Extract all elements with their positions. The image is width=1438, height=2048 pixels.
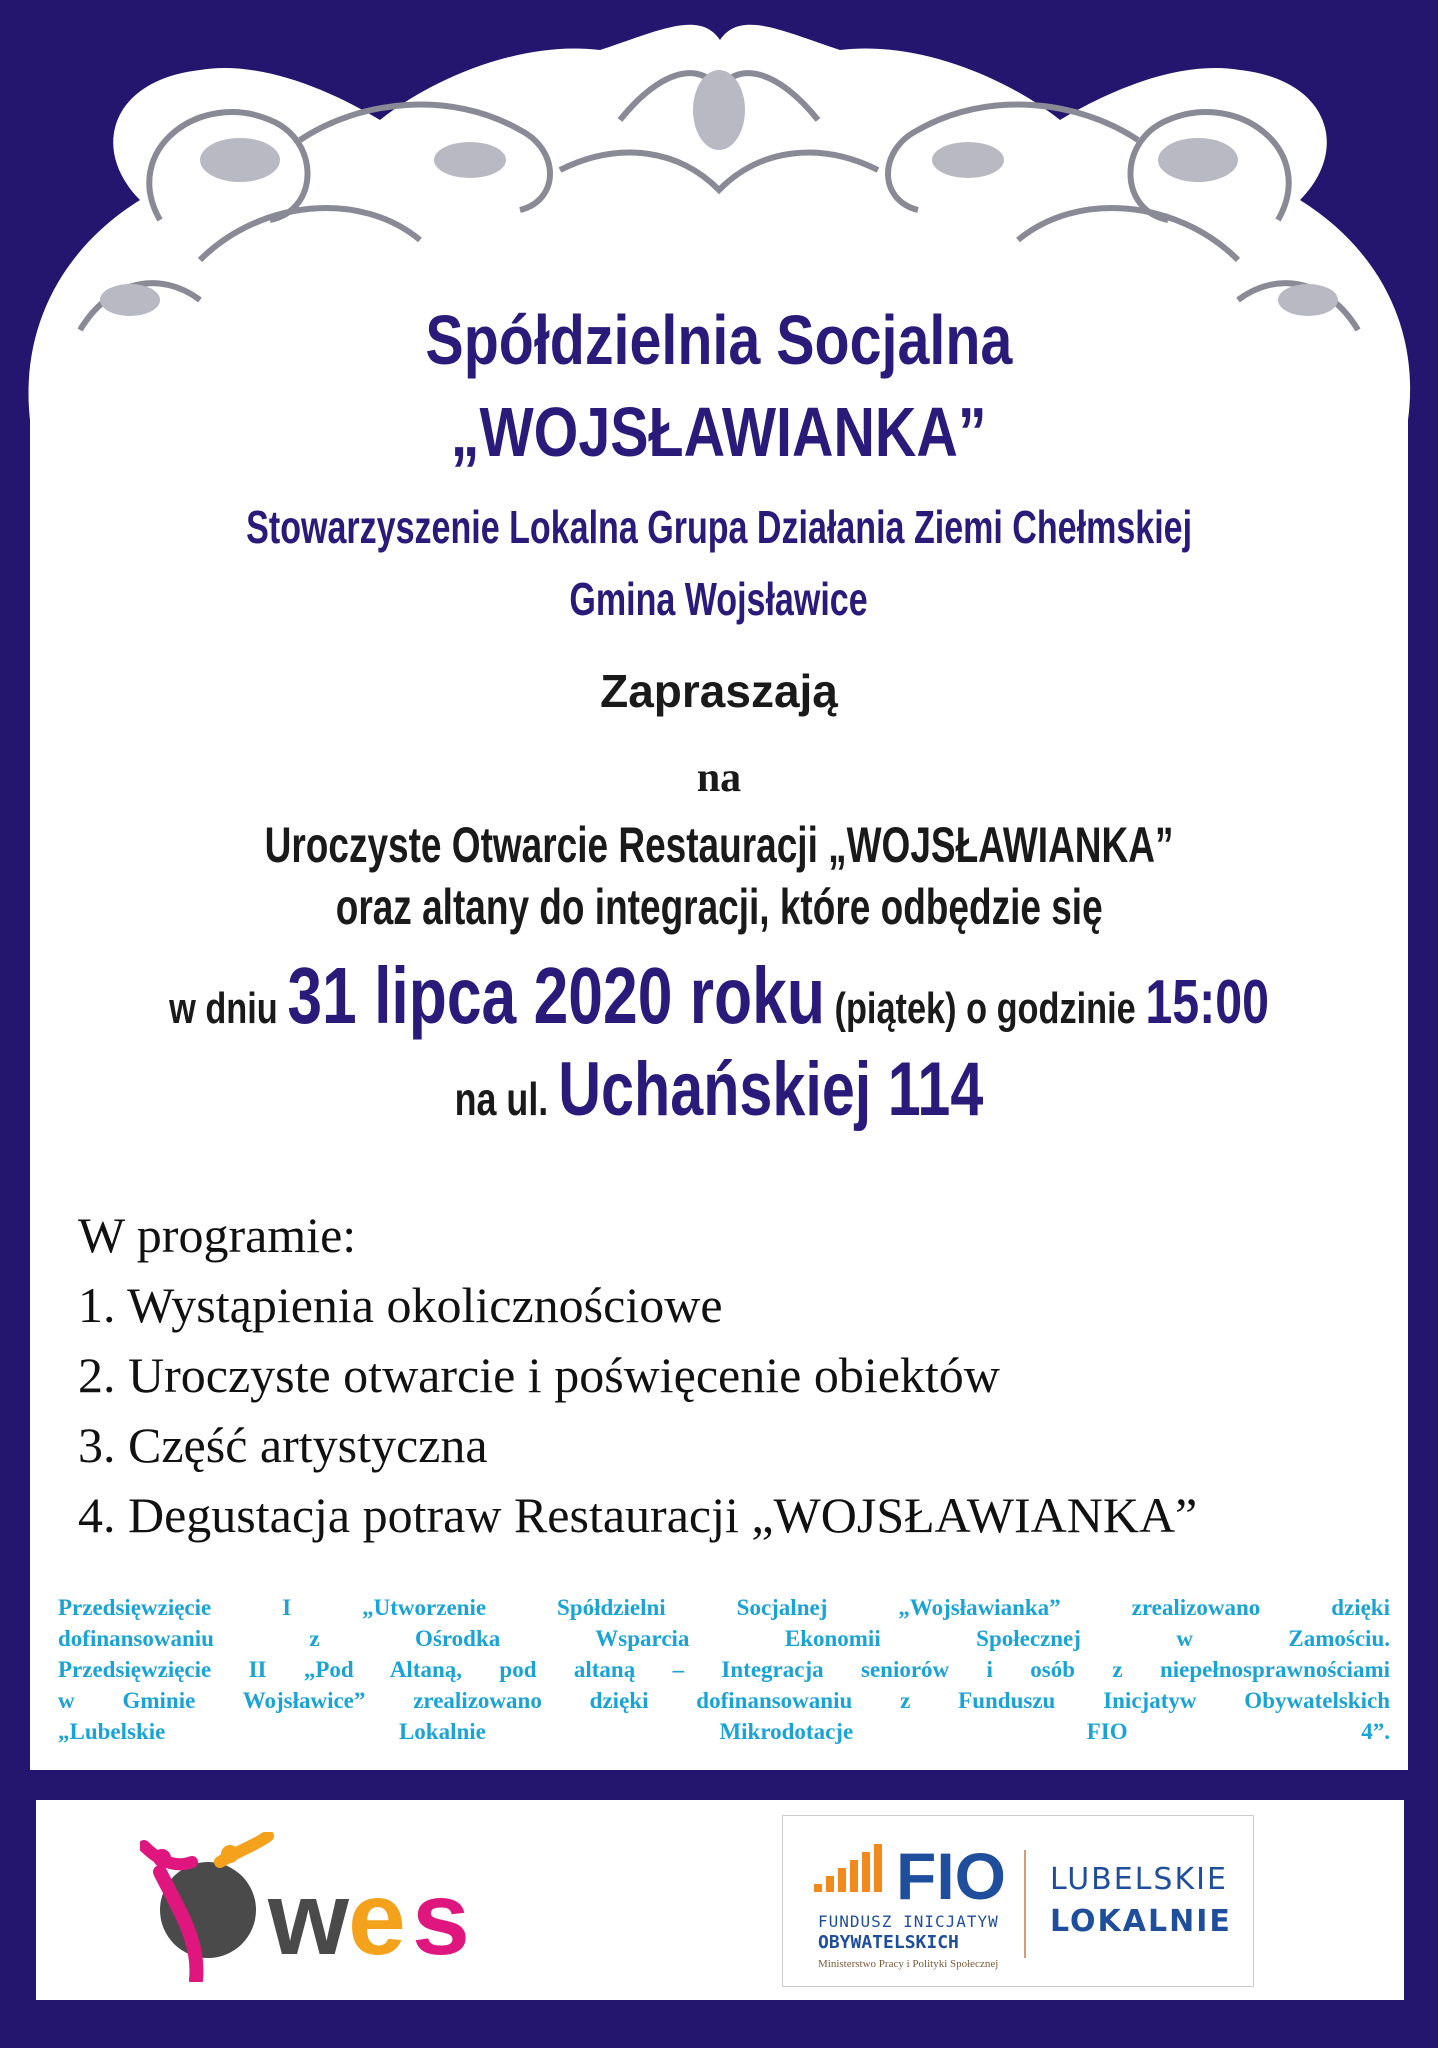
fio-divider	[1024, 1850, 1026, 1958]
event-place: Uchańskiej 114	[558, 1047, 984, 1132]
lokalnie-label: LOKALNIE	[1050, 1904, 1232, 1939]
title-line1: Spółdzielnia Socjalna	[425, 301, 1013, 379]
lubelskie-label: LUBELSKIE	[1050, 1862, 1228, 1897]
place-prefix: na ul.	[454, 1073, 549, 1125]
date-line	[0, 950, 1438, 1042]
fio-ministry: Ministerstwo Pracy i Polityki Społecznej	[818, 1958, 999, 1970]
org-line1: Stowarzyszenie Lokalna Grupa Działania Ziemi Chełmskiej	[246, 501, 1192, 553]
program-heading: W programie:	[78, 1207, 357, 1263]
event-line1: Uroczyste Otwarcie Restauracji „WOJSŁAWIANKA”	[264, 817, 1174, 873]
program-item: 1. Wystąpienia okolicznościowe	[78, 1277, 723, 1333]
footnote-line: Przedsięwzięcie I „Utworzenie Spółdzielni Socjalnej „Wojsławianka” zrealizowano dzięki	[58, 1595, 1390, 1620]
invite-na: na	[696, 755, 742, 801]
fio-sub1: FUNDUSZ INICJATYW	[818, 1912, 999, 1931]
fio-bars-icon	[812, 1840, 892, 1900]
footnote-line: „Lubelskie Lokalnie Mikrodotacje FIO 4”.	[58, 1719, 1390, 1744]
program-item: 3. Część artystyczna	[78, 1417, 488, 1473]
funding-footnote	[58, 1592, 1390, 1747]
owes-s-letter: s	[412, 1861, 470, 1977]
fio-sub2: OBYWATELSKICH	[818, 1932, 959, 1953]
footnote-line: w Gminie Wojsławice” zrealizowano dzięki dofinansowaniu z Funduszu Inicjatyw Obywatelskich	[58, 1688, 1390, 1713]
event-line2: oraz altany do integracji, które odbędzie się	[335, 879, 1103, 935]
footnote-line: dofinansowaniu z Ośrodka Wsparcia Ekonomii Społecznej w Zamościu.	[58, 1626, 1390, 1651]
event-time: 15:00	[1145, 968, 1269, 1037]
program-item: 2. Uroczyste otwarcie i poświęcenie obiektów	[78, 1347, 1000, 1403]
program-item: 4. Degustacja potraw Restauracji „WOJSŁAWIANKA”	[78, 1487, 1198, 1543]
place-line	[0, 1046, 1438, 1133]
footnote-line: Przedsięwzięcie II „Pod Altaną, pod altaną – Integracja seniorów i osób z niepełnosprawnościami	[58, 1657, 1390, 1682]
date-prefix: w dniu	[169, 984, 278, 1033]
title-line2: „WOJSŁAWIANKA”	[451, 393, 987, 471]
owes-e-letter: e	[348, 1861, 406, 1977]
event-day: (piątek) o godzinie	[834, 984, 1136, 1033]
owes-logo-icon	[140, 1832, 560, 1982]
org-line2: Gmina Wojsławice	[569, 573, 869, 625]
fio-wordmark: FIO	[896, 1839, 1006, 1913]
invite-verb: Zapraszają	[600, 665, 838, 717]
event-date: 31 lipca 2020 roku	[287, 951, 825, 1040]
owes-w-letter: w	[268, 1861, 349, 1977]
